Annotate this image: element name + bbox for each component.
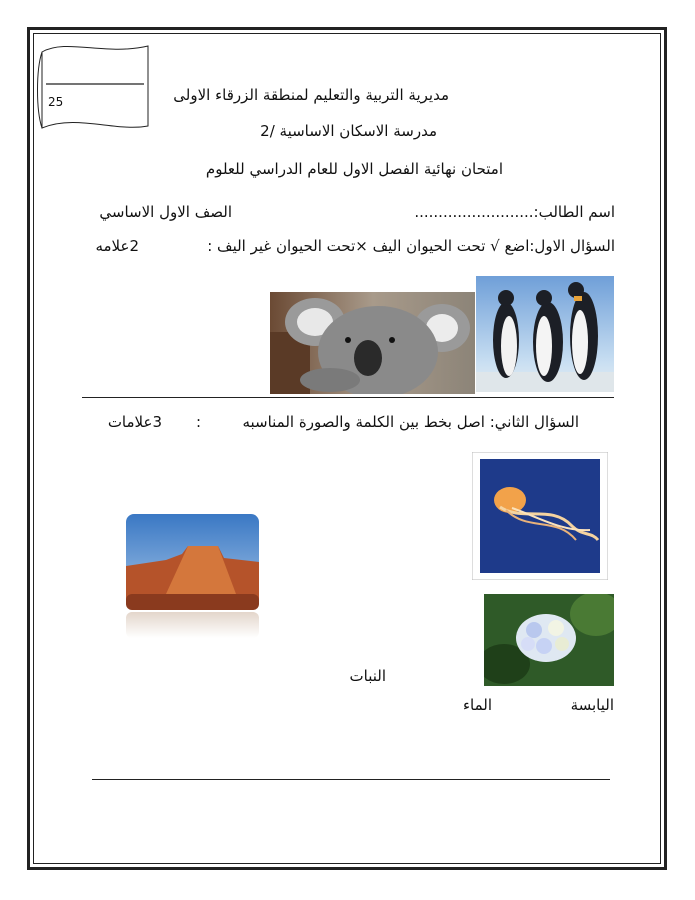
page-inner-border	[33, 33, 661, 864]
section-divider	[82, 397, 614, 398]
bottom-line	[92, 779, 610, 780]
jellyfish-image	[472, 452, 608, 580]
word-land: اليابسة	[570, 696, 614, 714]
flower-image	[484, 594, 614, 686]
question-2-colon: :	[195, 413, 201, 431]
question-2-marks: 3علامات	[107, 413, 162, 431]
desert-image	[126, 514, 259, 638]
question-1-marks: 2علامه	[95, 237, 139, 255]
exam-title: امتحان نهائية الفصل الاول للعام الدراسي للعلوم	[205, 160, 503, 178]
question-2-text: السؤال الثاني: اصل بخط بين الكلمة والصورة المناسبه	[242, 413, 579, 431]
school-name: مدرسة الاسكان الاساسية /2	[260, 122, 437, 140]
score-scroll-box	[36, 40, 154, 132]
word-plant: النبات	[349, 667, 386, 685]
score-value: 25	[48, 95, 64, 109]
question-1-text: السؤال الاول:اضع √ تحت الحيوان اليف ×تحت الحيوان غير اليف :	[207, 237, 615, 255]
grade-label: الصف الاول الاساسي	[99, 203, 232, 221]
koala-image	[270, 292, 475, 394]
word-water: الماء	[462, 696, 492, 714]
penguins-image	[476, 276, 614, 392]
directorate-title: مديرية التربية والتعليم لمنطقة الزرقاء الاولى	[173, 86, 449, 104]
student-name-field: اسم الطالب:.........................	[414, 203, 615, 221]
